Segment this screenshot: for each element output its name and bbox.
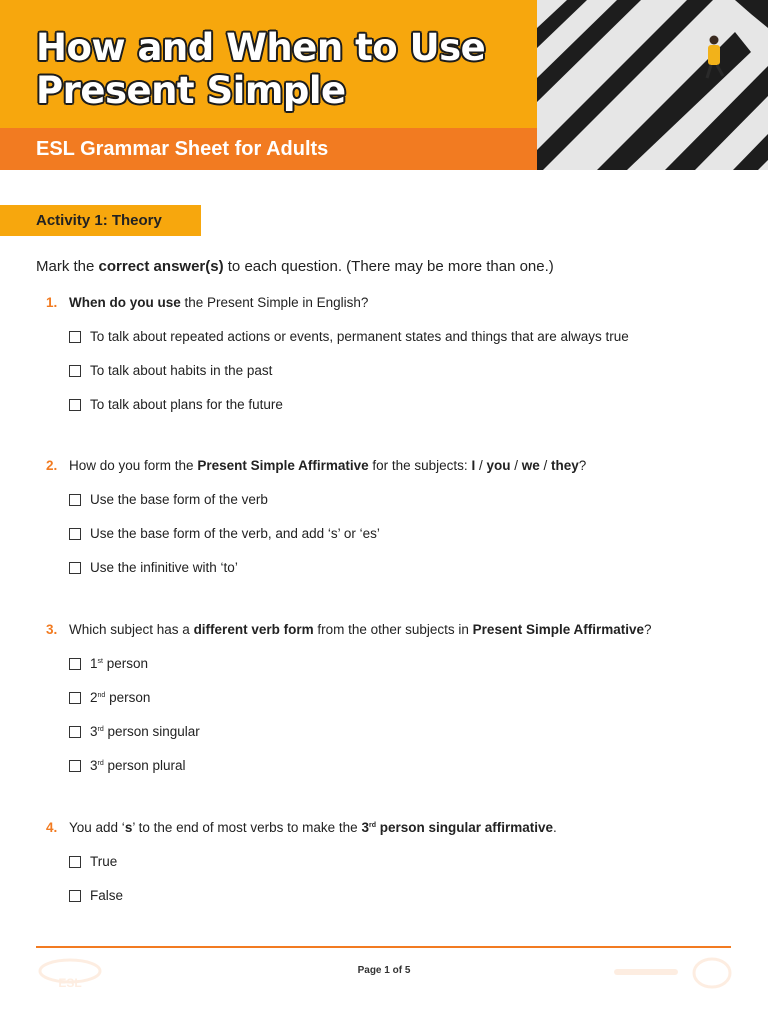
question-text: ’ to the end of most verbs to make the [132, 820, 362, 835]
question-text: ? [643, 622, 652, 637]
question-text-bold: s [124, 820, 133, 835]
question-text-bold: different verb form [193, 622, 314, 637]
checkbox[interactable] [69, 692, 81, 704]
question-text: the Present Simple in English? [180, 295, 369, 310]
option-3b[interactable] [69, 690, 150, 705]
brand-logo-watermark [610, 955, 734, 991]
option-label: To talk about habits in the past [90, 363, 273, 378]
option-3c[interactable] [69, 724, 200, 739]
checkbox[interactable] [69, 760, 81, 772]
question-number: 2. [46, 458, 58, 473]
question-4 [46, 820, 557, 835]
option-label: False [90, 888, 124, 903]
question-text: How do you form the [69, 458, 198, 473]
checkbox[interactable] [69, 658, 81, 670]
subject-you: you [486, 458, 511, 473]
option-label: 2nd person [90, 690, 151, 705]
crosswalk-image [537, 0, 768, 170]
header-banner [0, 0, 537, 128]
question-text: ? [578, 458, 587, 473]
option-1b[interactable] [69, 363, 272, 378]
option-label: 3rd person singular [90, 724, 200, 739]
page-number: Page 1 of 5 [357, 965, 411, 976]
option-label: 3rd person plural [90, 758, 186, 773]
crosswalk-photo [537, 0, 768, 170]
subtitle-bar [0, 128, 537, 170]
checkbox[interactable] [69, 890, 81, 902]
question-text-bold: When do you use [69, 295, 181, 310]
option-2a[interactable] [69, 492, 268, 507]
separator: / [510, 458, 522, 473]
option-3a[interactable] [69, 656, 148, 671]
checkbox[interactable] [69, 494, 81, 506]
option-4a[interactable] [69, 854, 117, 869]
question-text: Which subject has a [69, 622, 194, 637]
checkbox[interactable] [69, 726, 81, 738]
activity-label: Activity 1: Theory [36, 212, 162, 229]
svg-text:ESL: ESL [58, 976, 82, 990]
checkbox[interactable] [69, 528, 81, 540]
option-1c[interactable] [69, 397, 283, 412]
question-number: 1. [46, 295, 58, 310]
question-1 [46, 295, 368, 310]
question-text-bold: 3 [361, 820, 369, 835]
page-subtitle: ESL Grammar Sheet for Adults [36, 137, 329, 160]
ordinal-suffix: rd [368, 822, 376, 829]
option-label: Use the base form of the verb [90, 492, 268, 507]
subject-i: I [471, 458, 476, 473]
option-label: Use the base form of the verb, and add ‘s’ or ‘es’ [90, 526, 380, 541]
checkbox[interactable] [69, 331, 81, 343]
instruction-text [36, 258, 554, 275]
footer-divider [36, 946, 731, 948]
question-number: 3. [46, 622, 58, 637]
option-1a[interactable] [69, 329, 629, 344]
option-4b[interactable] [69, 888, 123, 903]
question-text-bold: person singular affirmative [375, 820, 554, 835]
question-number: 4. [46, 820, 58, 835]
option-label: 1st person [90, 656, 148, 671]
option-label: True [90, 854, 118, 869]
activity-tab [0, 205, 201, 236]
separator: / [539, 458, 552, 473]
option-2c[interactable] [69, 560, 238, 575]
checkbox[interactable] [69, 856, 81, 868]
title-line-1: How and When to Use [36, 26, 486, 69]
question-3 [46, 622, 652, 637]
option-label: Use the infinitive with ‘to’ [90, 560, 238, 575]
instruction-bold: correct answer(s) [98, 258, 224, 275]
question-text-bold: Present Simple Affirmative [472, 622, 644, 637]
question-text: . [553, 820, 557, 835]
subject-we: we [521, 458, 540, 473]
subject-they: they [551, 458, 579, 473]
separator: / [475, 458, 487, 473]
checkbox[interactable] [69, 562, 81, 574]
page-title [36, 26, 485, 112]
question-text-bold: Present Simple Affirmative [197, 458, 369, 473]
instruction-pre: Mark the [36, 258, 99, 275]
question-2 [46, 458, 586, 473]
checkbox[interactable] [69, 365, 81, 377]
option-label: To talk about plans for the future [90, 397, 283, 412]
question-text: for the subjects: [368, 458, 472, 473]
question-text: from the other subjects in [313, 622, 473, 637]
option-label: To talk about repeated actions or events, permanent states and things that are always true [90, 329, 629, 344]
instruction-post: to each question. (There may be more than one.) [223, 258, 554, 275]
checkbox[interactable] [69, 399, 81, 411]
question-text: You add ‘ [69, 820, 125, 835]
option-3d[interactable] [69, 758, 186, 773]
title-line-2: Present Simple [36, 69, 346, 112]
option-2b[interactable] [69, 526, 380, 541]
